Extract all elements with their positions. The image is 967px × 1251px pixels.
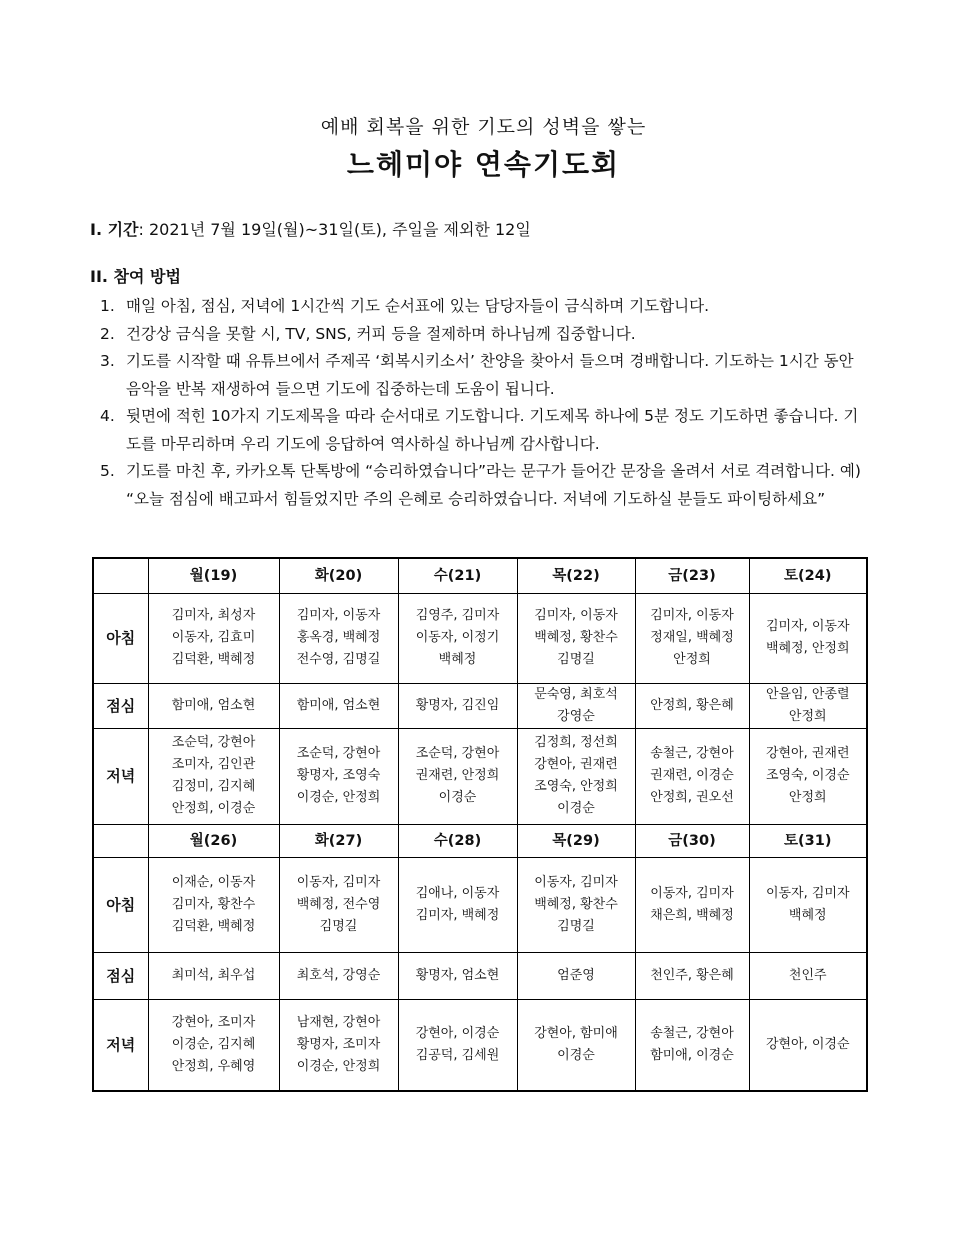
schedule-cell: 천인주 — [749, 952, 867, 999]
corner-cell — [93, 824, 148, 857]
day-header: 월(26) — [148, 824, 279, 857]
week1-header-row — [93, 558, 867, 593]
schedule-cell: 엄준영 — [517, 952, 635, 999]
schedule-cell: 강현아, 이경순 김공덕, 김세원 — [398, 999, 517, 1091]
method-item — [100, 293, 870, 321]
schedule-cell: 김미자, 이동자 정재일, 백혜정 안정희 — [635, 593, 749, 683]
schedule-cell: 최미석, 최우섭 — [148, 952, 279, 999]
day-header: 화(27) — [279, 824, 398, 857]
method-item-text: 건강상 금식을 못할 시, TV, SNS, 커피 등을 절제하며 하나님께 집중합니다. — [126, 324, 636, 343]
slot-label-evening: 저녁 — [93, 728, 148, 824]
method-item-text: 기도를 마친 후, 카카오톡 단톡방에 “승리하였습니다”라는 문구가 들어간 문장을 올려서 서로 격려합니다. 예) “오늘 점심에 배고파서 힘들었지만 주의 은혜로 승리하였습니다. 저녁에 기도하실 분들도 파이팅하세요” — [126, 462, 861, 508]
week1-noon-row — [93, 683, 867, 728]
week2-evening-row — [93, 999, 867, 1091]
week1-evening-row — [93, 728, 867, 824]
period-section — [90, 217, 531, 240]
day-header: 월(19) — [148, 558, 279, 593]
schedule-cell: 황명자, 김진임 — [398, 683, 517, 728]
schedule-cell: 강현아, 조미자 이경순, 김지혜 안정희, 우혜영 — [148, 999, 279, 1091]
prayer-schedule-table — [92, 557, 868, 1092]
day-header: 수(28) — [398, 824, 517, 857]
week1-morning-row — [93, 593, 867, 683]
schedule-cell: 김미자, 이동자 백혜정, 안정희 — [749, 593, 867, 683]
schedule-cell: 강현아, 함미애 이경순 — [517, 999, 635, 1091]
day-header: 화(20) — [279, 558, 398, 593]
schedule-cell: 문숙영, 최호석 강영순 — [517, 683, 635, 728]
week2-morning-row — [93, 857, 867, 952]
schedule-cell: 송철근, 강현아 함미애, 이경순 — [635, 999, 749, 1091]
document-subtitle: 예배 회복을 위한 기도의 성벽을 쌓는 — [320, 116, 647, 138]
schedule-cell: 함미애, 엄소현 — [148, 683, 279, 728]
method-item-text: 뒷면에 적힌 10가지 기도제목을 따라 순서대로 기도합니다. 기도제목 하나에 5분 정도 기도하면 좋습니다. 기도를 마무리하며 우리 기도에 응답하여 역사하실 하나님께 감사합니다. — [126, 407, 859, 453]
schedule-cell: 안을임, 안종렬 안정희 — [749, 683, 867, 728]
schedule-cell: 최호석, 강영순 — [279, 952, 398, 999]
day-header: 금(23) — [635, 558, 749, 593]
method-item-number: 5. — [100, 462, 115, 480]
slot-label-evening: 저녁 — [93, 999, 148, 1091]
method-heading: II. 참여 방법 — [90, 267, 181, 286]
method-item-text: 기도를 시작할 때 유튜브에서 주제곡 ‘회복시키소서’ 찬양을 찾아서 들으며 경배합니다. 기도하는 1시간 동안 음악을 반복 재생하여 들으면 기도에 집중하는데 도움이 됩니다. — [126, 352, 854, 398]
method-item — [100, 348, 870, 403]
schedule-cell: 이동자, 김미자 백혜정 — [749, 857, 867, 952]
method-item-text: 매일 아침, 점심, 저녁에 1시간씩 기도 순서표에 있는 담당자들이 금식하며 기도합니다. — [126, 297, 709, 315]
schedule-cell: 조순덕, 강현아 권재련, 안정희 이경순 — [398, 728, 517, 824]
period-label: I. 기간 — [90, 220, 139, 239]
schedule-cell: 김미자, 이동자 백혜정, 황찬수 김명길 — [517, 593, 635, 683]
schedule-cell: 김미자, 최성자 이동자, 김효미 김덕환, 백혜정 — [148, 593, 279, 683]
schedule-cell: 함미애, 엄소현 — [279, 683, 398, 728]
schedule-cell: 강현아, 이경순 — [749, 999, 867, 1091]
schedule-cell: 천인주, 황은혜 — [635, 952, 749, 999]
period-value: : 2021년 7월 19일(월)~31일(토), 주일을 제외한 12일 — [138, 220, 531, 239]
schedule-cell: 남재현, 강현아 황명자, 조미자 이경순, 안정희 — [279, 999, 398, 1091]
day-header: 토(31) — [749, 824, 867, 857]
day-header: 목(22) — [517, 558, 635, 593]
schedule-cell: 김정희, 정선희 강현아, 권재련 조영숙, 안정희 이경순 — [517, 728, 635, 824]
method-item — [100, 458, 870, 513]
method-item — [100, 321, 870, 349]
schedule-cell: 이동자, 김미자 채은희, 백혜정 — [635, 857, 749, 952]
schedule-cell: 김미자, 이동자 홍옥경, 백혜정 전수영, 김명길 — [279, 593, 398, 683]
week2-noon-row — [93, 952, 867, 999]
schedule-cell: 조순덕, 강현아 조미자, 김인관 김정미, 김지혜 안정희, 이경순 — [148, 728, 279, 824]
week2-header-row — [93, 824, 867, 857]
method-item-number: 2. — [100, 324, 115, 343]
slot-label-morning: 아침 — [93, 593, 148, 683]
day-header: 목(29) — [517, 824, 635, 857]
schedule-cell: 이동자, 김미자 백혜정, 전수영 김명길 — [279, 857, 398, 952]
schedule-cell: 강현아, 권재련 조영숙, 이경순 안정희 — [749, 728, 867, 824]
method-list — [100, 293, 870, 513]
day-header: 수(21) — [398, 558, 517, 593]
slot-label-noon: 점심 — [93, 683, 148, 728]
schedule-cell: 이재순, 이동자 김미자, 황찬수 김덕환, 백혜정 — [148, 857, 279, 952]
schedule-cell: 송철근, 강현아 권재련, 이경순 안정희, 권오선 — [635, 728, 749, 824]
schedule-cell: 김애나, 이동자 김미자, 백혜정 — [398, 857, 517, 952]
corner-cell — [93, 558, 148, 593]
document-title: 느헤미야 연속기도회 — [346, 148, 621, 181]
day-header: 토(24) — [749, 558, 867, 593]
schedule-cell: 이동자, 김미자 백혜정, 황찬수 김명길 — [517, 857, 635, 952]
schedule-cell: 김영주, 김미자 이동자, 이정기 백혜정 — [398, 593, 517, 683]
method-item-number: 4. — [100, 407, 115, 425]
method-item — [100, 403, 870, 458]
schedule-cell: 안정희, 황은혜 — [635, 683, 749, 728]
schedule-cell: 조순덕, 강현아 황명자, 조영숙 이경순, 안정희 — [279, 728, 398, 824]
method-item-number: 3. — [100, 352, 115, 370]
schedule-cell: 황명자, 엄소현 — [398, 952, 517, 999]
method-item-number: 1. — [100, 297, 115, 315]
slot-label-morning: 아침 — [93, 857, 148, 952]
slot-label-noon: 점심 — [93, 952, 148, 999]
day-header: 금(30) — [635, 824, 749, 857]
